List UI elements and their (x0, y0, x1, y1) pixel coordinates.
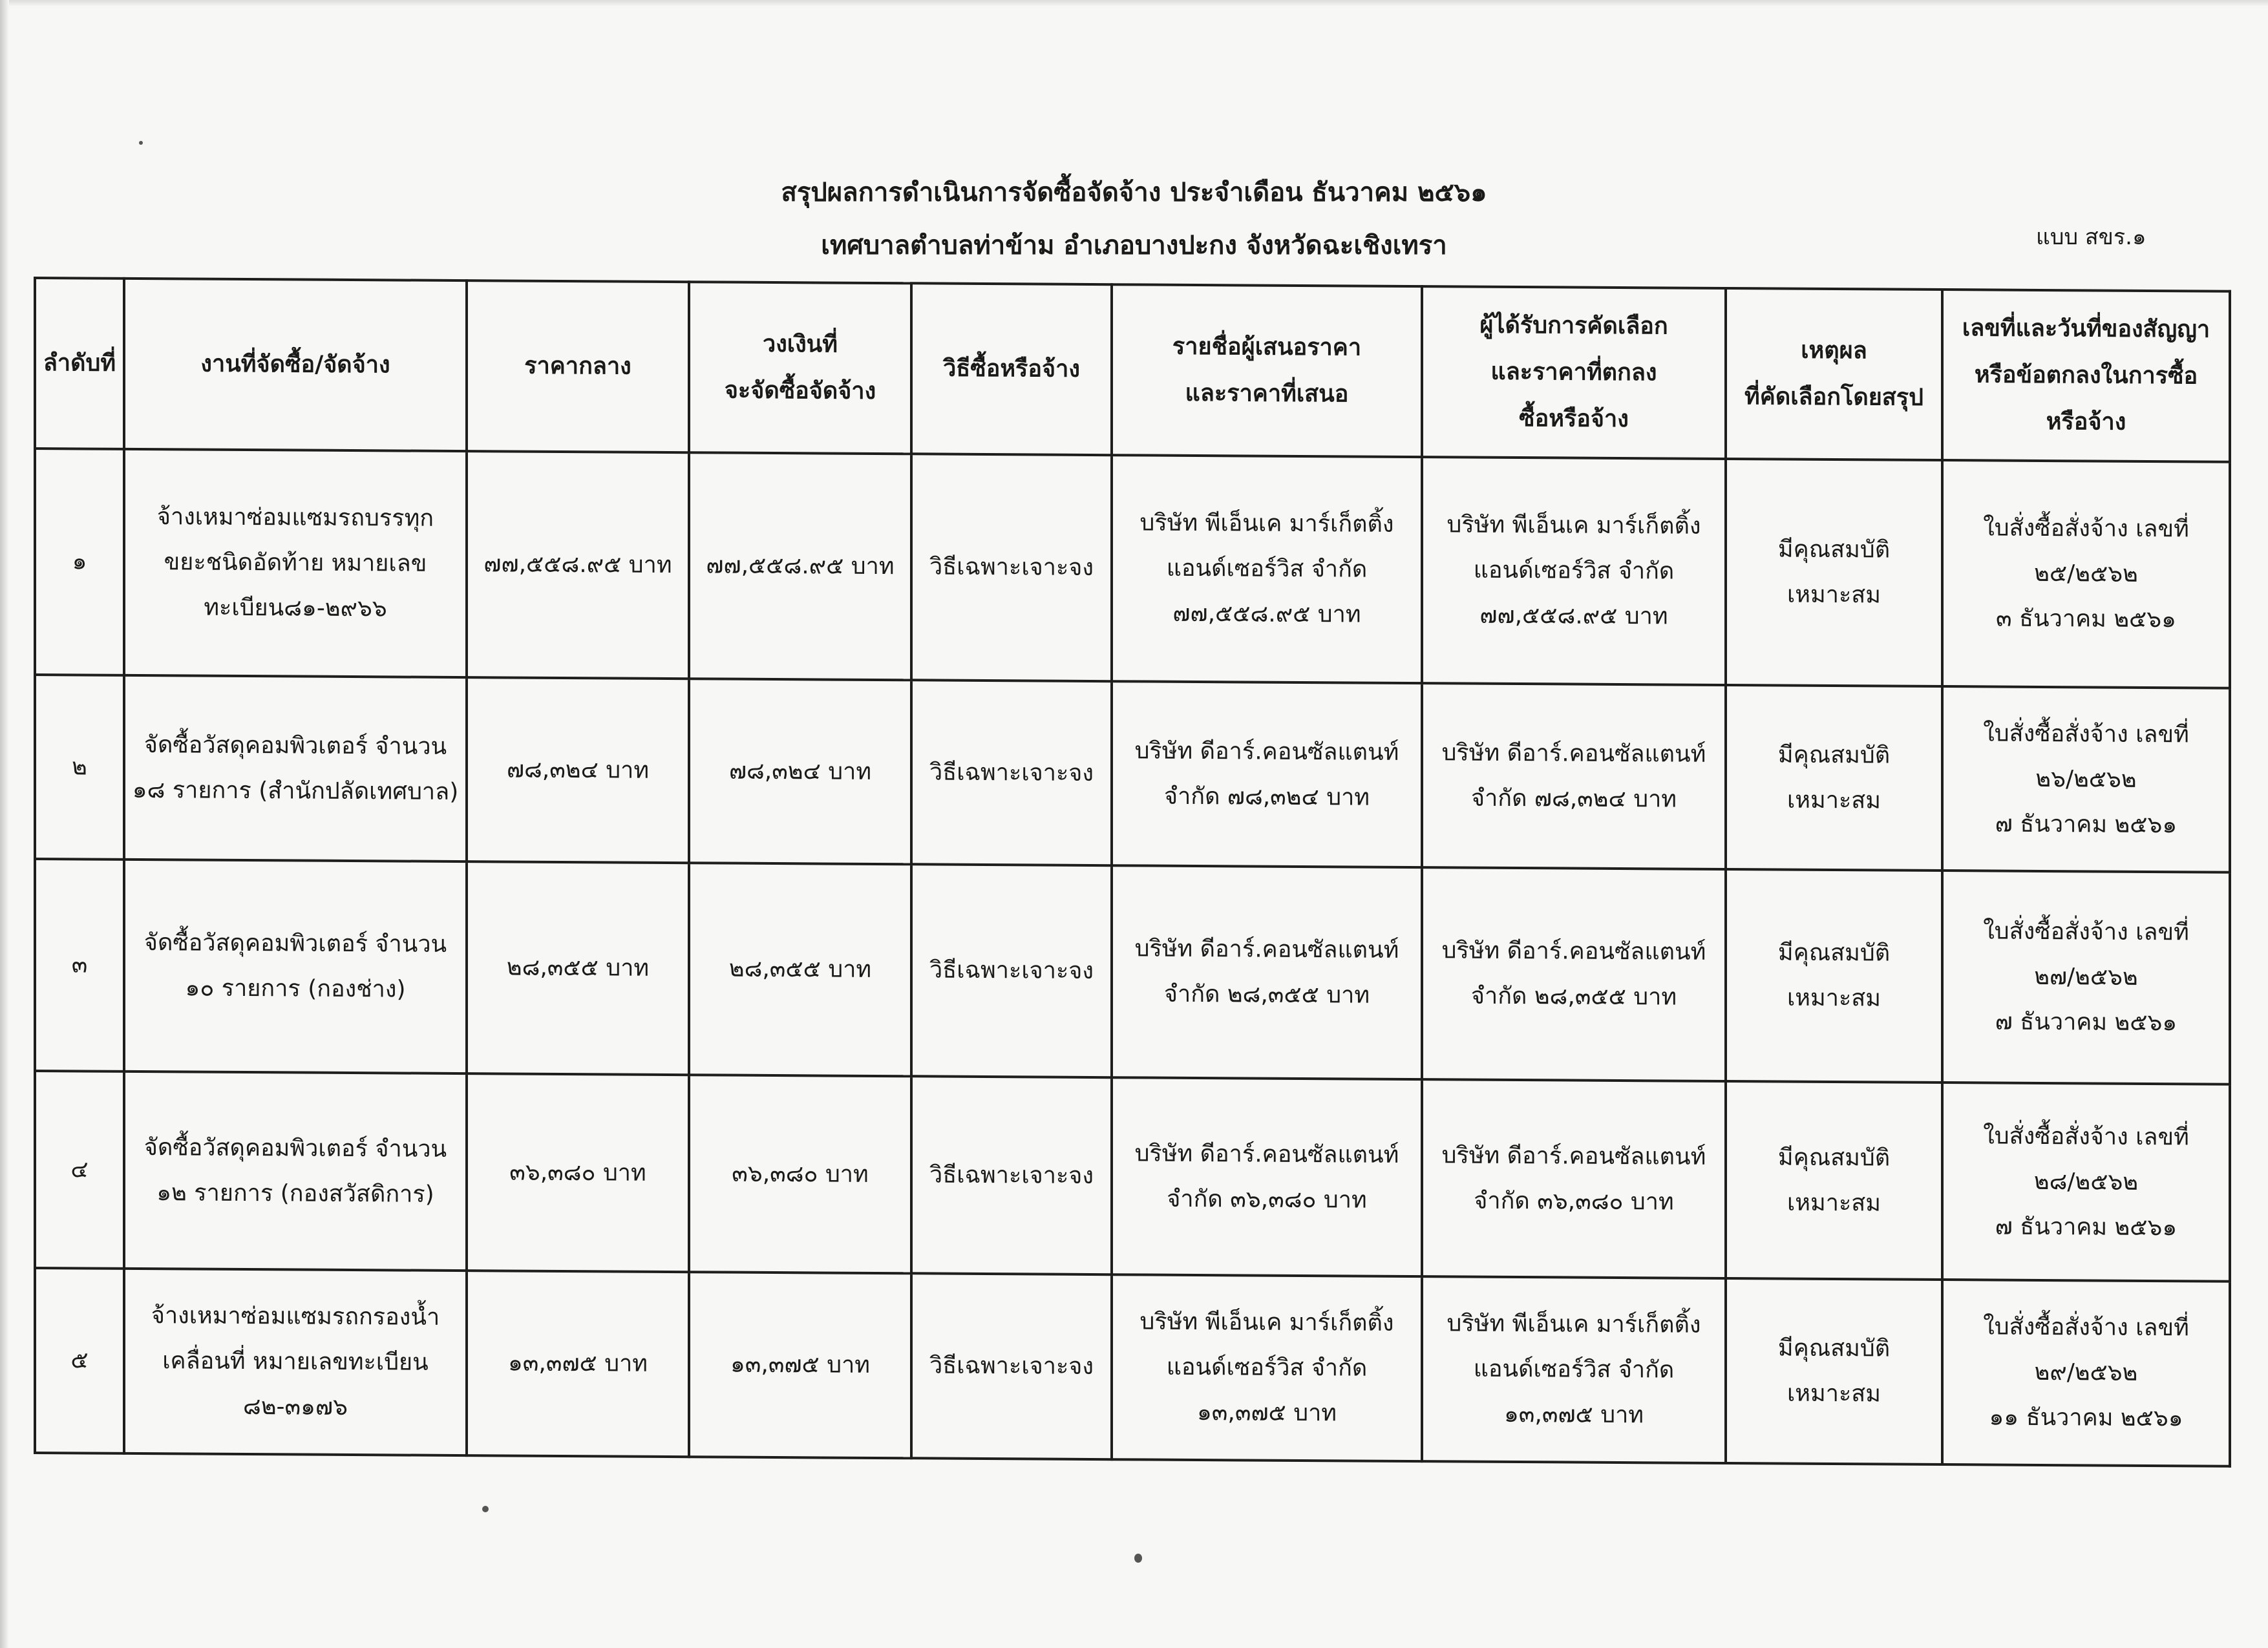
column-header-contract: เลขที่และวันที่ของสัญญา หรือข้อตกลงในการซื้อ หรือจ้าง (1942, 290, 2230, 462)
cell-budget: ๒๘,๓๕๕ บาท (689, 863, 911, 1076)
column-header-budget: วงเงินที่ จะจัดซื้อจัดจ้าง (689, 282, 911, 454)
cell-bidders: บริษัท ดีอาร์.คอนซัลแตนท์ จำกัด ๗๘,๓๒๔ บาท (1112, 681, 1422, 867)
column-header-reason: เหตุผล ที่คัดเลือกโดยสรุป (1726, 288, 1942, 460)
cell-method: วิธีเฉพาะเจาะจง (911, 1076, 1112, 1274)
cell-contract: ใบสั่งซื้อสั่งจ้าง เลขที่ ๒๙/๒๕๖๒ ๑๑ ธันวาคม ๒๕๖๑ (1942, 1280, 2230, 1466)
cell-median-price: ๑๓,๓๗๕ บาท (467, 1271, 689, 1457)
cell-item: จัดซื้อวัสดุคอมพิวเตอร์ จำนวน ๑๘ รายการ (สำนักปลัดเทศบาล) (124, 675, 467, 861)
column-header-median-price: ราคากลาง (467, 280, 689, 452)
scan-speck (1134, 1554, 1142, 1563)
form-code: แบบ สขร.๑ (2036, 224, 2146, 250)
column-header-method: วิธีซื้อหรือจ้าง (911, 283, 1112, 455)
cell-contract: ใบสั่งซื้อสั่งจ้าง เลขที่ ๒๗/๒๕๖๒ ๗ ธันวาคม ๒๕๖๑ (1942, 871, 2230, 1084)
cell-contract: ใบสั่งซื้อสั่งจ้าง เลขที่ ๒๕/๒๕๖๒ ๓ ธันวาคม ๒๕๖๑ (1942, 460, 2230, 688)
cell-method: วิธีเฉพาะเจาะจง (911, 864, 1112, 1077)
cell-no: ๓ (35, 859, 124, 1072)
scan-speck (482, 1506, 489, 1512)
cell-no: ๒ (35, 675, 124, 860)
column-header-item: งานที่จัดซื้อ/จัดจ้าง (124, 279, 467, 451)
cell-reason: มีคุณสมบัติ เหมาะสม (1726, 1278, 1942, 1464)
cell-selected: บริษัท ดีอาร์.คอนซัลแตนท์ จำกัด ๓๖,๓๘๐ บาท (1422, 1079, 1726, 1278)
column-header-no: ลำดับที่ (35, 278, 124, 449)
cell-method: วิธีเฉพาะเจาะจง (911, 680, 1112, 865)
document-subtitle: เทศบาลตำบลท่าข้าม อำเภอบางปะกง จังหวัดฉะเชิงเทรา (821, 231, 1447, 260)
table-row (35, 449, 2230, 688)
cell-item: จัดซื้อวัสดุคอมพิวเตอร์ จำนวน ๑๒ รายการ (กองสวัสดิการ) (124, 1072, 467, 1271)
table-row (35, 675, 2230, 872)
cell-budget: ๓๖,๓๘๐ บาท (689, 1075, 911, 1273)
cell-budget: ๗๘,๓๒๔ บาท (689, 679, 911, 864)
cell-item: จ้างเหมาซ่อมแซมรถบรรทุก ขยะชนิดอัดท้าย หมายเลข ทะเบียน๘๑-๒๙๖๖ (124, 449, 467, 677)
cell-method: วิธีเฉพาะเจาะจง (911, 1273, 1112, 1459)
cell-median-price: ๗๘,๓๒๔ บาท (467, 677, 689, 863)
cell-budget: ๑๓,๓๗๕ บาท (689, 1272, 911, 1458)
cell-no: ๕ (35, 1268, 124, 1453)
table-header-row (35, 278, 2230, 462)
table-row (35, 1268, 2230, 1466)
cell-no: ๔ (35, 1071, 124, 1269)
cell-median-price: ๗๗,๕๕๘.๙๕ บาท (467, 451, 689, 679)
cell-median-price: ๓๖,๓๘๐ บาท (467, 1073, 689, 1272)
cell-selected: บริษัท พีเอ็นเค มาร์เก็ตติ้ง แอนด์เซอร์วิส จำกัด ๗๗,๕๕๘.๙๕ บาท (1422, 457, 1726, 685)
cell-reason: มีคุณสมบัติ เหมาะสม (1726, 459, 1942, 686)
cell-bidders: บริษัท ดีอาร์.คอนซัลแตนท์ จำกัด ๒๘,๓๕๕ บาท (1112, 865, 1422, 1079)
cell-budget: ๗๗,๕๕๘.๙๕ บาท (689, 452, 911, 680)
cell-reason: มีคุณสมบัติ เหมาะสม (1726, 1081, 1942, 1280)
cell-item: จัดซื้อวัสดุคอมพิวเตอร์ จำนวน ๑๐ รายการ (กองช่าง) (124, 860, 467, 1073)
cell-selected: บริษัท ดีอาร์.คอนซัลแตนท์ จำกัด ๒๘,๓๕๕ บาท (1422, 867, 1726, 1081)
procurement-table (34, 277, 2231, 1468)
cell-bidders: บริษัท พีเอ็นเค มาร์เก็ตติ้ง แอนด์เซอร์วิส จำกัด ๗๗,๕๕๘.๙๕ บาท (1112, 455, 1422, 683)
cell-contract: ใบสั่งซื้อสั่งจ้าง เลขที่ ๒๘/๒๕๖๒ ๗ ธันวาคม ๒๕๖๑ (1942, 1083, 2230, 1282)
cell-no: ๑ (35, 449, 124, 675)
cell-reason: มีคุณสมบัติ เหมาะสม (1726, 869, 1942, 1083)
document-title: สรุปผลการดำเนินการจัดซื้อจัดจ้าง ประจำเดือน ธันวาคม ๒๕๖๑ (781, 178, 1487, 207)
cell-reason: มีคุณสมบัติ เหมาะสม (1726, 685, 1942, 871)
cell-item: จ้างเหมาซ่อมแซมรถกรองน้ำ เคลื่อนที่ หมายเลขทะเบียน ๘๒-๓๑๗๖ (124, 1269, 467, 1455)
page-edge (0, 0, 2268, 6)
column-header-selected: ผู้ได้รับการคัดเลือก และราคาที่ตกลง ซื้อหรือจ้าง (1422, 286, 1726, 459)
scan-speck (139, 141, 143, 145)
cell-contract: ใบสั่งซื้อสั่งจ้าง เลขที่ ๒๖/๒๕๖๒ ๗ ธันวาคม ๒๕๖๑ (1942, 686, 2230, 872)
cell-selected: บริษัท พีเอ็นเค มาร์เก็ตติ้ง แอนด์เซอร์วิส จำกัด ๑๓,๓๗๕ บาท (1422, 1276, 1726, 1463)
column-header-bidders: รายชื่อผู้เสนอราคา และราคาที่เสนอ (1112, 284, 1422, 457)
table-row (35, 1071, 2230, 1282)
cell-method: วิธีเฉพาะเจาะจง (911, 454, 1112, 681)
cell-selected: บริษัท ดีอาร์.คอนซัลแตนท์ จำกัด ๗๘,๓๒๔ บาท (1422, 683, 1726, 869)
cell-median-price: ๒๘,๓๕๕ บาท (467, 861, 689, 1075)
cell-bidders: บริษัท พีเอ็นเค มาร์เก็ตติ้ง แอนด์เซอร์วิส จำกัด ๑๓,๓๗๕ บาท (1112, 1274, 1422, 1461)
table-row (35, 859, 2230, 1084)
cell-bidders: บริษัท ดีอาร์.คอนซัลแตนท์ จำกัด ๓๖,๓๘๐ บาท (1112, 1077, 1422, 1276)
procurement-table-wrapper (34, 277, 2229, 1465)
